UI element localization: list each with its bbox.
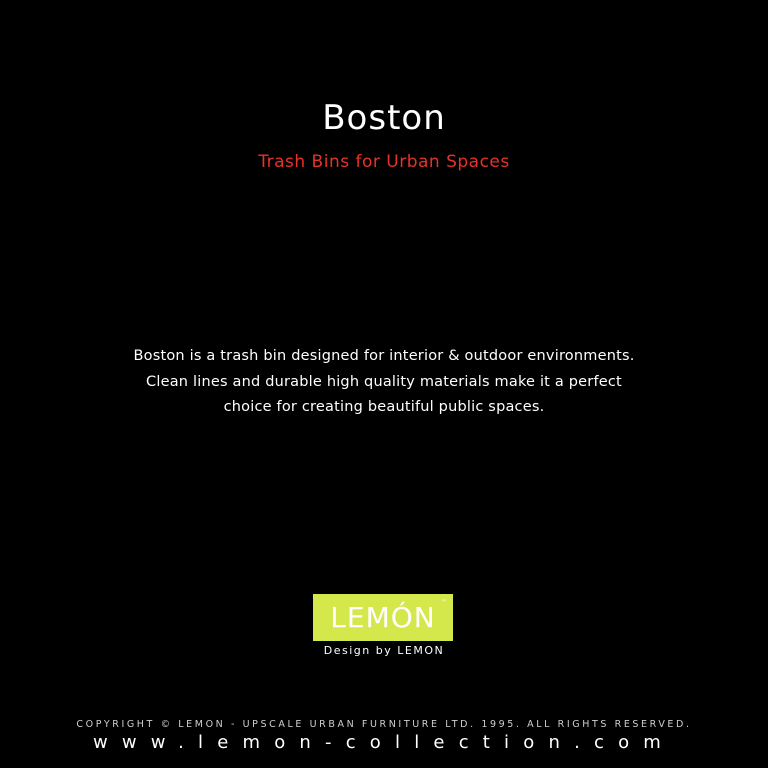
- lemon-logo: [313, 594, 453, 641]
- product-description: [60, 344, 708, 421]
- design-credit: Design by LEMON: [323, 644, 445, 657]
- trademark-symbol: ™: [441, 599, 447, 606]
- website-link[interactable]: www.lemon-collection.com: [92, 732, 676, 753]
- page-subtitle: Trash Bins for Urban Spaces: [258, 152, 510, 172]
- logo-wordmark: LEMÓN: [330, 601, 436, 634]
- page-title: Boston: [322, 98, 446, 138]
- description-line: choice for creating beautiful public spaces.: [223, 399, 545, 415]
- description-line: Boston is a trash bin designed for interior & outdoor environments.: [133, 348, 635, 364]
- description-line: Clean lines and durable high quality materials make it a perfect: [146, 373, 622, 390]
- copyright-notice: COPYRIGHT © LEMON - UPSCALE URBAN FURNITURE LTD. 1995. ALL RIGHTS RESERVED.: [76, 719, 692, 730]
